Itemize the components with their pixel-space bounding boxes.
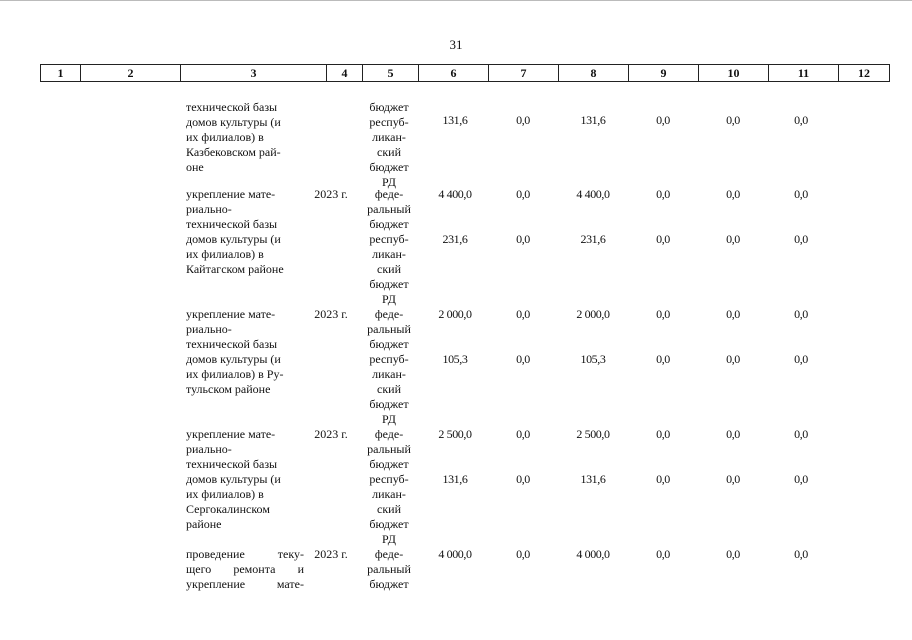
measure-description-line: укрепление мате-: [186, 577, 304, 591]
col6-value: 131,6: [442, 113, 468, 127]
funding-source-line: РД: [382, 292, 396, 306]
col7-value: 0,0: [516, 472, 530, 486]
col10-value: 0,0: [726, 547, 740, 561]
column-header: 7: [488, 65, 558, 81]
col7-value: 0,0: [516, 187, 530, 201]
funding-source-line: феде-: [374, 427, 404, 441]
measure-description-line: их филиалов) в Ру-: [186, 367, 284, 381]
measure-description-line: Казбековском рай-: [186, 145, 281, 159]
col10-value: 0,0: [726, 187, 740, 201]
funding-source-line: феде-: [374, 187, 404, 201]
column-header: 6: [418, 65, 488, 81]
measure-description-line: Сергокалинском: [186, 502, 270, 516]
col9-value: 0,0: [656, 352, 670, 366]
measure-description-line: щего ремонта и: [186, 562, 304, 576]
col8-value: 231,6: [580, 232, 606, 246]
year-cell: 2023 г.: [314, 187, 348, 201]
col8-value: 2 000,0: [576, 307, 610, 321]
col6-value: 4 000,0: [438, 547, 472, 561]
measure-description-line: укрепление мате-: [186, 307, 276, 321]
measure-description-line: технической базы: [186, 217, 278, 231]
col6-value: 231,6: [442, 232, 468, 246]
col7-value: 0,0: [516, 547, 530, 561]
measure-description-line: проведение теку-: [186, 547, 304, 561]
col10-value: 0,0: [726, 232, 740, 246]
funding-source-line: бюджет: [369, 277, 409, 291]
funding-source-line: РД: [382, 175, 396, 189]
measure-description-line: риально-: [186, 322, 232, 336]
measure-description-line: укрепление мате-: [186, 427, 276, 441]
col8-value: 4 000,0: [576, 547, 610, 561]
funding-source-line: респуб-: [369, 352, 409, 366]
funding-source-line: бюджет: [369, 160, 409, 174]
col10-value: 0,0: [726, 307, 740, 321]
col7-value: 0,0: [516, 427, 530, 441]
funding-source-line: ральный: [367, 442, 411, 456]
measure-description-line: домов культуры (и: [186, 232, 281, 246]
funding-source-line: ликан-: [372, 130, 406, 144]
col7-value: 0,0: [516, 113, 530, 127]
column-header: 4: [326, 65, 362, 81]
col9-value: 0,0: [656, 232, 670, 246]
year-cell: 2023 г.: [314, 427, 348, 441]
measure-description-line: риально-: [186, 442, 232, 456]
col9-value: 0,0: [656, 113, 670, 127]
measure-description-line: Кайтагском районе: [186, 262, 284, 276]
funding-source-line: ский: [377, 382, 401, 396]
col10-value: 0,0: [726, 113, 740, 127]
col10-value: 0,0: [726, 352, 740, 366]
col9-value: 0,0: [656, 187, 670, 201]
funding-source-line: ликан-: [372, 367, 406, 381]
col8-value: 2 500,0: [576, 427, 610, 441]
col9-value: 0,0: [656, 307, 670, 321]
measure-description-line: риально-: [186, 202, 232, 216]
measure-description-line: их филиалов) в: [186, 487, 264, 501]
col11-value: 0,0: [794, 187, 808, 201]
col6-value: 131,6: [442, 472, 468, 486]
funding-source-line: ский: [377, 502, 401, 516]
col11-value: 0,0: [794, 113, 808, 127]
measure-description-line: их филиалов) в: [186, 130, 264, 144]
col11-value: 0,0: [794, 427, 808, 441]
measure-description-line: тульском районе: [186, 382, 271, 396]
column-header: 8: [558, 65, 628, 81]
col8-value: 131,6: [580, 113, 606, 127]
measure-description-line: укрепление мате-: [186, 187, 276, 201]
funding-source-line: бюджет: [369, 517, 409, 531]
col7-value: 0,0: [516, 352, 530, 366]
col6-value: 4 400,0: [438, 187, 472, 201]
funding-source-line: бюджет: [369, 577, 409, 591]
funding-source-line: ский: [377, 145, 401, 159]
col11-value: 0,0: [794, 232, 808, 246]
col9-value: 0,0: [656, 547, 670, 561]
col11-value: 0,0: [794, 352, 808, 366]
column-header: 12: [838, 65, 890, 81]
page-top-edge: [0, 0, 912, 1]
measure-description-line: домов культуры (и: [186, 472, 281, 486]
measure-description-line: домов культуры (и: [186, 115, 281, 129]
funding-source-line: ральный: [367, 202, 411, 216]
col7-value: 0,0: [516, 307, 530, 321]
column-header: 3: [180, 65, 326, 81]
funding-source-line: бюджет: [369, 337, 409, 351]
col10-value: 0,0: [726, 427, 740, 441]
col8-value: 4 400,0: [576, 187, 610, 201]
measure-description-line: домов культуры (и: [186, 352, 281, 366]
col10-value: 0,0: [726, 472, 740, 486]
funding-source-line: феде-: [374, 307, 404, 321]
measure-description-line: их филиалов) в: [186, 247, 264, 261]
funding-source-line: ральный: [367, 562, 411, 576]
column-header: 2: [80, 65, 180, 81]
table-header-row: [40, 64, 890, 82]
column-header: 9: [628, 65, 698, 81]
col11-value: 0,0: [794, 547, 808, 561]
funding-source-line: ликан-: [372, 247, 406, 261]
column-header: 5: [362, 65, 418, 81]
col9-value: 0,0: [656, 472, 670, 486]
funding-source-line: РД: [382, 412, 396, 426]
col11-value: 0,0: [794, 472, 808, 486]
funding-source-line: РД: [382, 532, 396, 546]
funding-source-line: ликан-: [372, 487, 406, 501]
year-cell: 2023 г.: [314, 547, 348, 561]
measure-description-line: технической базы: [186, 457, 278, 471]
measure-description-line: районе: [186, 517, 222, 531]
col8-value: 105,3: [580, 352, 606, 366]
col6-value: 2 000,0: [438, 307, 472, 321]
page-number: 31: [449, 37, 463, 52]
funding-source-line: бюджет: [369, 457, 409, 471]
column-header: 10: [698, 65, 768, 81]
year-cell: 2023 г.: [314, 307, 348, 321]
funding-source-line: ральный: [367, 322, 411, 336]
col9-value: 0,0: [656, 427, 670, 441]
column-header: 1: [40, 65, 80, 81]
col6-value: 105,3: [442, 352, 468, 366]
funding-source-line: респуб-: [369, 232, 409, 246]
funding-source-line: бюджет: [369, 397, 409, 411]
funding-source-line: ский: [377, 262, 401, 276]
measure-description-line: технической базы: [186, 100, 278, 114]
funding-source-line: респуб-: [369, 472, 409, 486]
column-header: 11: [768, 65, 838, 81]
measure-description-line: технической базы: [186, 337, 278, 351]
funding-source-line: респуб-: [369, 115, 409, 129]
funding-source-line: бюджет: [369, 100, 409, 114]
col11-value: 0,0: [794, 307, 808, 321]
measure-description-line: оне: [186, 160, 204, 174]
funding-source-line: феде-: [374, 547, 404, 561]
funding-source-line: бюджет: [369, 217, 409, 231]
col8-value: 131,6: [580, 472, 606, 486]
col7-value: 0,0: [516, 232, 530, 246]
col6-value: 2 500,0: [438, 427, 472, 441]
